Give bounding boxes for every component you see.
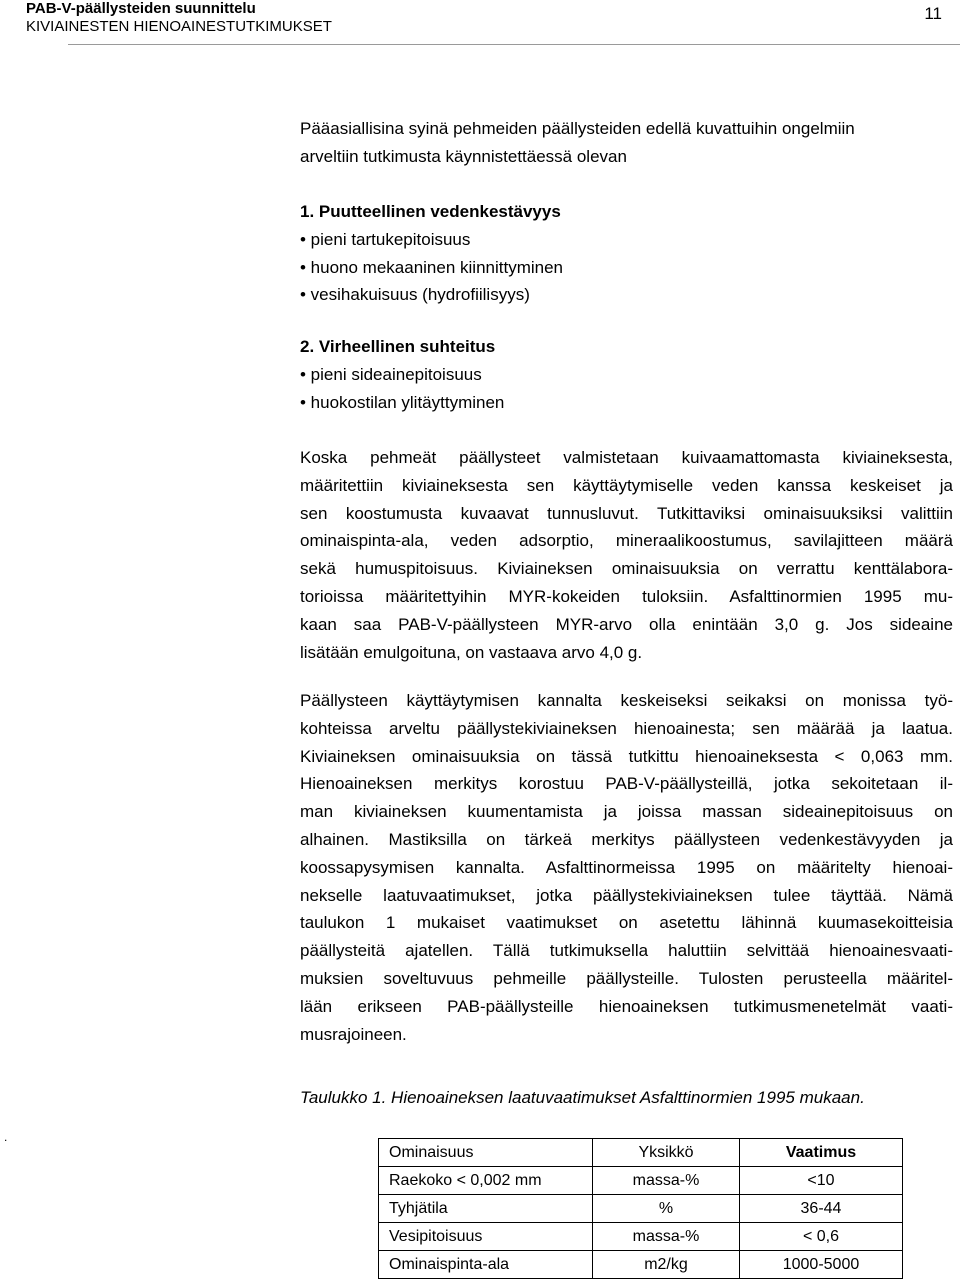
text-line: Kiviaineksen ominaisuuksia on tässä tutkittu hienoaineksesta < 0,063 mm. xyxy=(300,746,953,766)
list-item: • huokostilan ylitäyttyminen xyxy=(300,392,505,412)
page-number: 11 xyxy=(924,4,942,23)
cause-list-1 xyxy=(300,198,953,309)
table-row xyxy=(379,1223,903,1251)
text-line: kohteissa arveltu päällystekiviaineksen hienoainesta; sen määrää ja laatua. xyxy=(300,718,953,738)
list-heading: 2. Virheellinen suhteitus xyxy=(300,337,496,356)
text-line: Päällysteen käyttäytymisen kannalta keskeiseksi seikaksi on monissa työ- xyxy=(300,691,953,710)
table-cell: < 0,6 xyxy=(740,1223,903,1251)
requirements-table xyxy=(378,1138,903,1279)
table-cell: % xyxy=(593,1195,740,1223)
table-cell: Ominaispinta-ala xyxy=(379,1251,593,1279)
text-line: lään erikseen PAB-päällysteille hienoaineksen tutkimusmenetelmät vaati- xyxy=(300,996,953,1016)
table-cell: massa-% xyxy=(593,1167,740,1195)
table-cell: Tyhjätila xyxy=(379,1195,593,1223)
text-line: man kiviaineksen kuumentamista ja joissa massan sideainepitoisuus on xyxy=(300,802,953,822)
table-cell: Raekoko < 0,002 mm xyxy=(379,1167,593,1195)
table-row xyxy=(379,1195,903,1223)
table-cell: m2/kg xyxy=(593,1251,740,1279)
text-line: muksien soveltuvuus pehmeille päällysteille. Tulosten perusteella määritel- xyxy=(300,968,953,988)
text-line: lisätään emulgoituna, on vastaava arvo 4,0 g. xyxy=(300,642,643,662)
table-header-row xyxy=(379,1139,903,1167)
text-line: ominaispinta-ala, veden adsorptio, mineraalikoostumus, savilajitteen määrä xyxy=(300,531,953,551)
paragraph-1 xyxy=(300,444,953,666)
text-line: taulukon 1 mukaiset vaatimukset on asetettu lähinnä kuumasekoitteisia xyxy=(300,913,953,933)
table-caption: Taulukko 1. Hienoaineksen laatuvaatimukset Asfalttinormien 1995 mukaan. xyxy=(300,1088,865,1107)
paragraph-2 xyxy=(300,687,953,1048)
intro-paragraph xyxy=(300,115,953,171)
table-cell: 36-44 xyxy=(740,1195,903,1223)
table-cell: 1000-5000 xyxy=(740,1251,903,1279)
text-line: määritettiin kiviaineksesta sen käyttäytymiselle veden kanssa keskeiset ja xyxy=(300,475,953,495)
table-row xyxy=(379,1251,903,1279)
text-line: alhainen. Mastiksilla on tärkeä merkitys päällysteen vedenkestävyyden ja xyxy=(300,829,953,849)
header-cell: Yksikkö xyxy=(593,1139,740,1167)
cause-list-2 xyxy=(300,333,953,416)
table-cell: Vesipitoisuus xyxy=(379,1223,593,1251)
text-line: musrajoineen. xyxy=(300,1024,407,1044)
text-line: sekä humuspitoisuus. Kiviaineksen ominaisuuksia on verrattu kenttälabora- xyxy=(300,559,953,579)
text-line: päällysteitä ajatellen. Tällä tutkimuksella haluttiin selvittää hienoainesvaati- xyxy=(300,941,953,961)
header-divider xyxy=(68,44,960,45)
text-line: kaan saa PAB-V-päällysteen MYR-arvo olla enintään 3,0 g. Jos sideaine xyxy=(300,614,953,634)
text-line: arveltiin tutkimusta käynnistettäessä olevan xyxy=(300,146,627,166)
text-line: Hienoaineksen merkitys korostuu PAB-V-päällysteillä, jotka sekoitetaan il- xyxy=(300,774,953,794)
list-heading: 1. Puutteellinen vedenkestävyys xyxy=(300,202,561,221)
list-item: • vesihakuisuus (hydrofiilisyys) xyxy=(300,285,530,305)
table-row xyxy=(379,1167,903,1195)
list-item: • huono mekaaninen kiinnittyminen xyxy=(300,257,564,277)
text-line: torioissa määritettyihin MYR-kokeiden tuloksiin. Asfalttinormien 1995 mu- xyxy=(300,586,953,606)
list-item: • pieni tartukepitoisuus xyxy=(300,229,471,249)
text-line: nekselle laatuvaatimukset, jotka päällystekiviaineksen tulee täyttää. Nämä xyxy=(300,885,953,905)
header-subtitle: KIVIAINESTEN HIENOAINESTUTKIMUKSET xyxy=(26,18,332,35)
header-title: PAB-V-päällysteiden suunnittelu xyxy=(26,0,256,17)
table-cell: massa-% xyxy=(593,1223,740,1251)
text-line: koossapysymisen kannalta. Asfalttinormeissa 1995 on määritelty hienoai- xyxy=(300,857,953,877)
page-header xyxy=(0,0,960,48)
text-line: Pääasiallisina syinä pehmeiden päällysteiden edellä kuvattuihin ongelmiin xyxy=(300,119,855,138)
header-cell: Vaatimus xyxy=(740,1139,903,1167)
header-cell: Ominaisuus xyxy=(379,1139,593,1167)
text-line: Koska pehmeät päällysteet valmistetaan kuivaamattomasta kiviaineksesta, xyxy=(300,448,953,467)
table-cell: <10 xyxy=(740,1167,903,1195)
list-item: • pieni sideainepitoisuus xyxy=(300,364,482,384)
text-line: sen koostumusta kuvaavat tunnusluvut. Tutkittaviksi ominaisuuksiksi valittiin xyxy=(300,503,953,523)
stray-mark: . xyxy=(4,1130,8,1144)
